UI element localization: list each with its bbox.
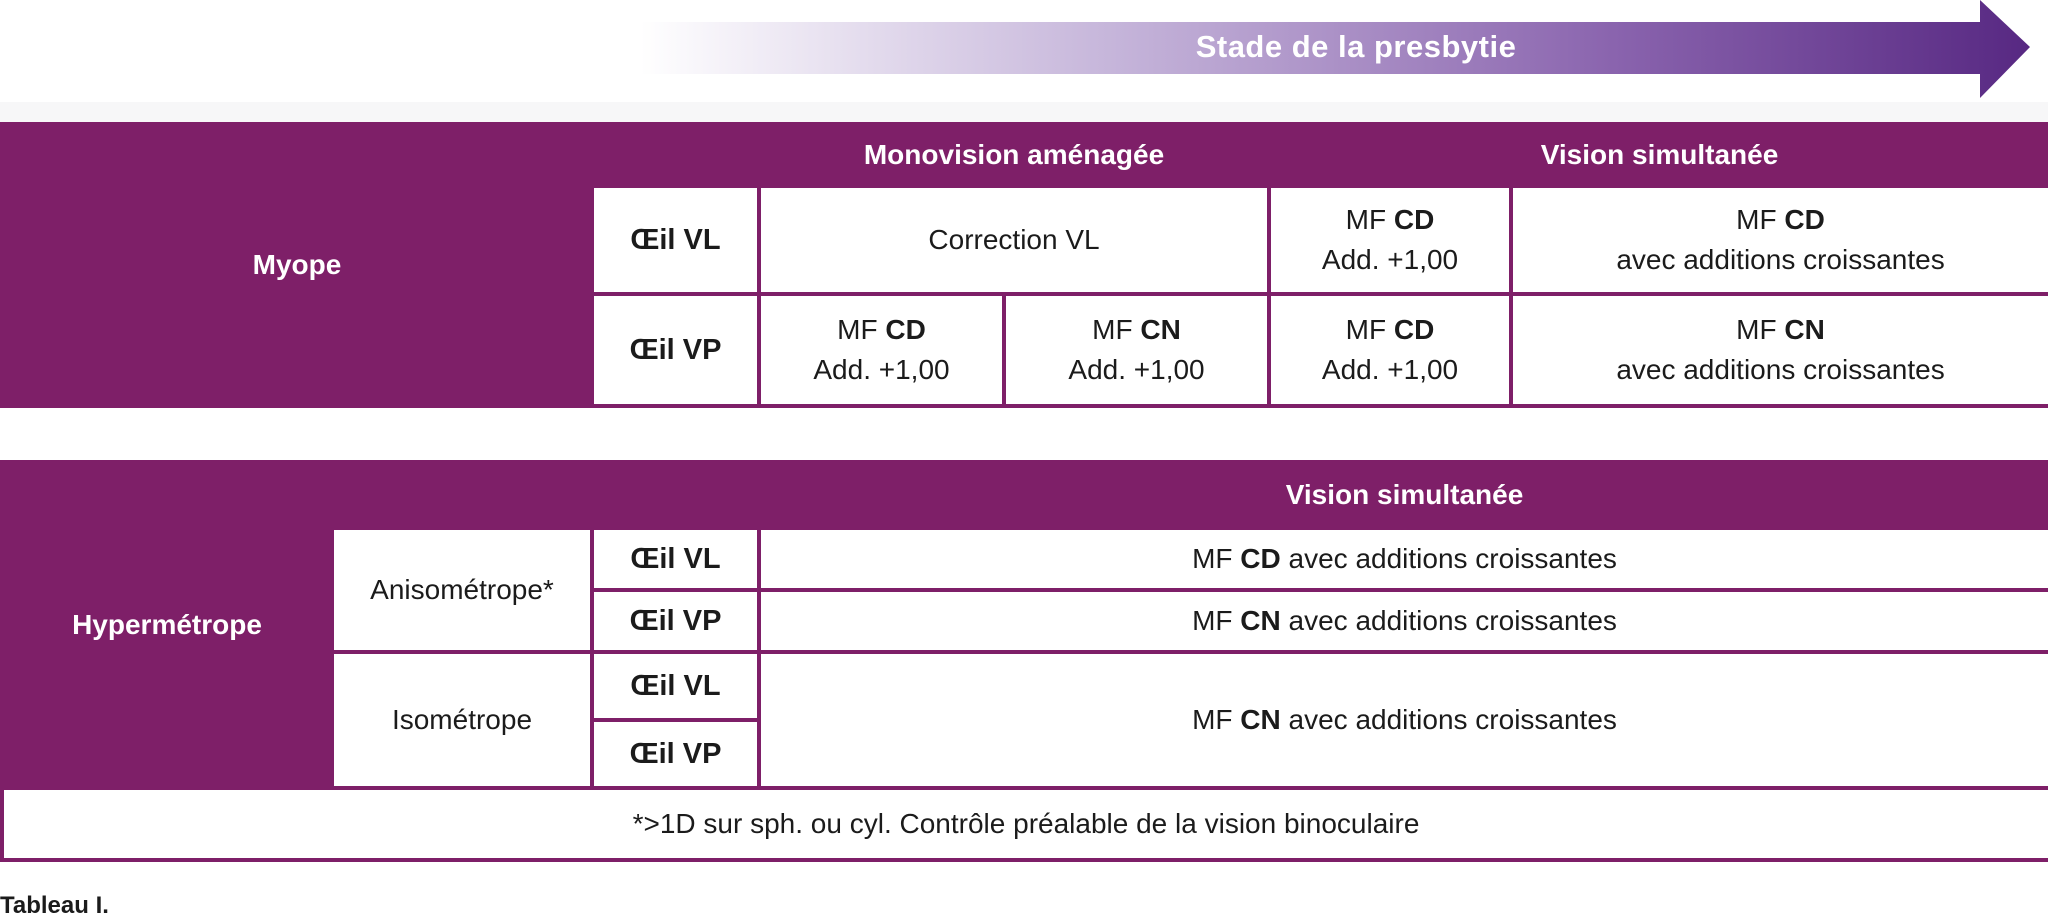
header-monovision: Monovision aménagée [759, 124, 1269, 186]
myope-table [0, 122, 2048, 408]
header-empty-cell [332, 462, 592, 528]
separator-band [0, 102, 2048, 122]
aniso-vp-cell: MF CN avec additions croissantes [759, 590, 2048, 652]
presbyopia-stage-arrow [640, 0, 2032, 100]
eye-vp-label: Œil VP [592, 720, 759, 788]
eye-vp-label: Œil VP [592, 294, 759, 406]
vl-sim-cell-2: MF CD avec additions croissantes [1511, 186, 2048, 294]
header-vision-simultanee: Vision simultanée [1269, 124, 2048, 186]
row-label-myope: Myope [2, 124, 592, 406]
anisometrope-label: Anisométrope* [332, 528, 592, 652]
isometrope-label: Isométrope [332, 652, 592, 788]
eye-vl-label: Œil VL [592, 652, 759, 720]
iso-cell: MF CN avec additions croissantes [759, 652, 2048, 788]
vp-sim-cell-2: MF CN avec additions croissantes [1511, 294, 2048, 406]
header-empty-cell [592, 462, 759, 528]
arrow-label: Stade de la presbytie [1195, 29, 1517, 64]
footnote: *>1D sur sph. ou cyl. Contrôle préalable de la vision binoculaire [2, 788, 2048, 860]
vp-mono-cell-1: MF CD Add. +1,00 [759, 294, 1004, 406]
vl-sim-cell-1: MF CD Add. +1,00 [1269, 186, 1511, 294]
eye-vl-label: Œil VL [592, 186, 759, 294]
hypermetrope-table [0, 460, 2048, 862]
table-caption: Tableau I. [0, 892, 109, 919]
eye-vp-label: Œil VP [592, 590, 759, 652]
aniso-vl-cell: MF CD avec additions croissantes [759, 528, 2048, 590]
correction-vl-cell: Correction VL [759, 186, 1269, 294]
vp-sim-cell-1: MF CD Add. +1,00 [1269, 294, 1511, 406]
header-vision-simultanee: Vision simultanée [759, 462, 2048, 528]
row-label-hypermetrope: Hypermétrope [2, 462, 332, 788]
header-empty-cell [592, 124, 759, 186]
eye-vl-label: Œil VL [592, 528, 759, 590]
vp-mono-cell-2: MF CN Add. +1,00 [1004, 294, 1269, 406]
